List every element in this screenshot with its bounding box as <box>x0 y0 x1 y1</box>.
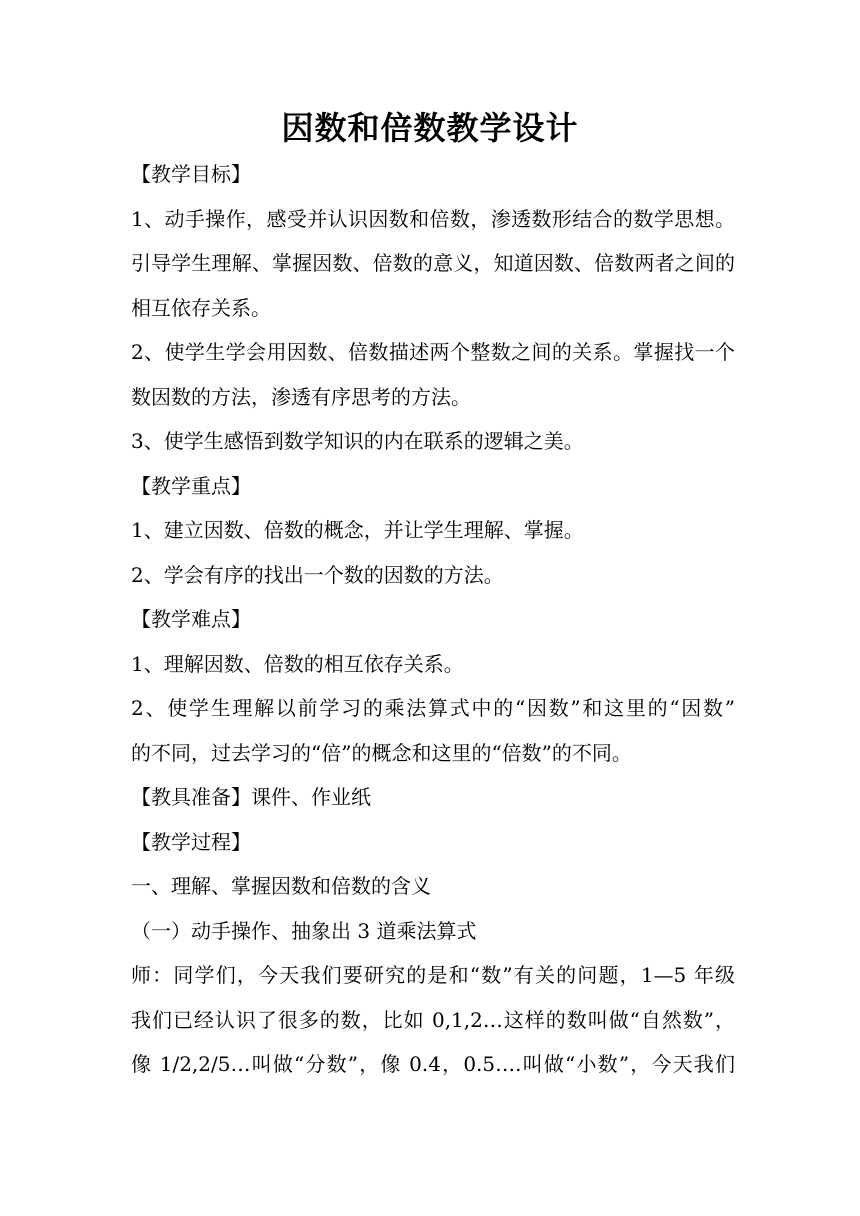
paragraph-line: 1、理解因数、倍数的相互依存关系。 <box>131 651 464 676</box>
paragraph-line: 相互依存关系。 <box>131 295 271 320</box>
paragraph-line: 2、使学生理解以前学习的乘法算式中的“因数”和这里的“因数” <box>131 696 735 720</box>
paragraph-line: 1、动手操作，感受并认识因数和倍数，渗透数形结合的数学思想。 <box>131 206 735 231</box>
paragraph-line: 2、学会有序的找出一个数的因数的方法。 <box>131 562 504 587</box>
paragraph-line: 1、建立因数、倍数的概念，并让学生理解、掌握。 <box>131 518 584 542</box>
document-body <box>131 152 735 1087</box>
paragraph-line: 像 1/2,2/5…叫做“分数”，像 0.4，0.5….叫做“小数”，今天我们 <box>131 1052 735 1076</box>
paragraph-line: 数因数的方法，渗透有序思考的方法。 <box>131 384 471 409</box>
heading-teaching-difficulties: 【教学难点】 <box>131 607 251 631</box>
paragraph-line: 的不同，过去学习的“倍”的概念和这里的“倍数”的不同。 <box>131 740 632 765</box>
paragraph-line: 3、使学生感悟到数学知识的内在联系的逻辑之美。 <box>131 429 584 453</box>
heading-teaching-focus: 【教学重点】 <box>131 473 251 498</box>
paragraph-line: 2、使学生学会用因数、倍数描述两个整数之间的关系。掌握找一个 <box>131 340 735 364</box>
paragraph-line: 引导学生理解、掌握因数、倍数的意义，知道因数、倍数两者之间的 <box>131 251 735 275</box>
heading-teaching-objectives: 【教学目标】 <box>131 162 251 186</box>
heading-teaching-aids: 【教具准备】课件、作业纸 <box>131 785 371 809</box>
subsection-heading: （一）动手操作、抽象出 3 道乘法算式 <box>131 918 477 943</box>
heading-teaching-process: 【教学过程】 <box>131 829 251 854</box>
section-heading: 一、理解、掌握因数和倍数的含义 <box>131 874 431 898</box>
paragraph-line: 师：同学们，今天我们要研究的是和“数”有关的问题，1—5 年级 <box>131 963 735 987</box>
document-title: 因数和倍数教学设计 <box>281 109 579 147</box>
paragraph-line: 我们已经认识了很多的数，比如 0,1,2…这样的数叫做“自然数”， <box>131 1007 735 1032</box>
